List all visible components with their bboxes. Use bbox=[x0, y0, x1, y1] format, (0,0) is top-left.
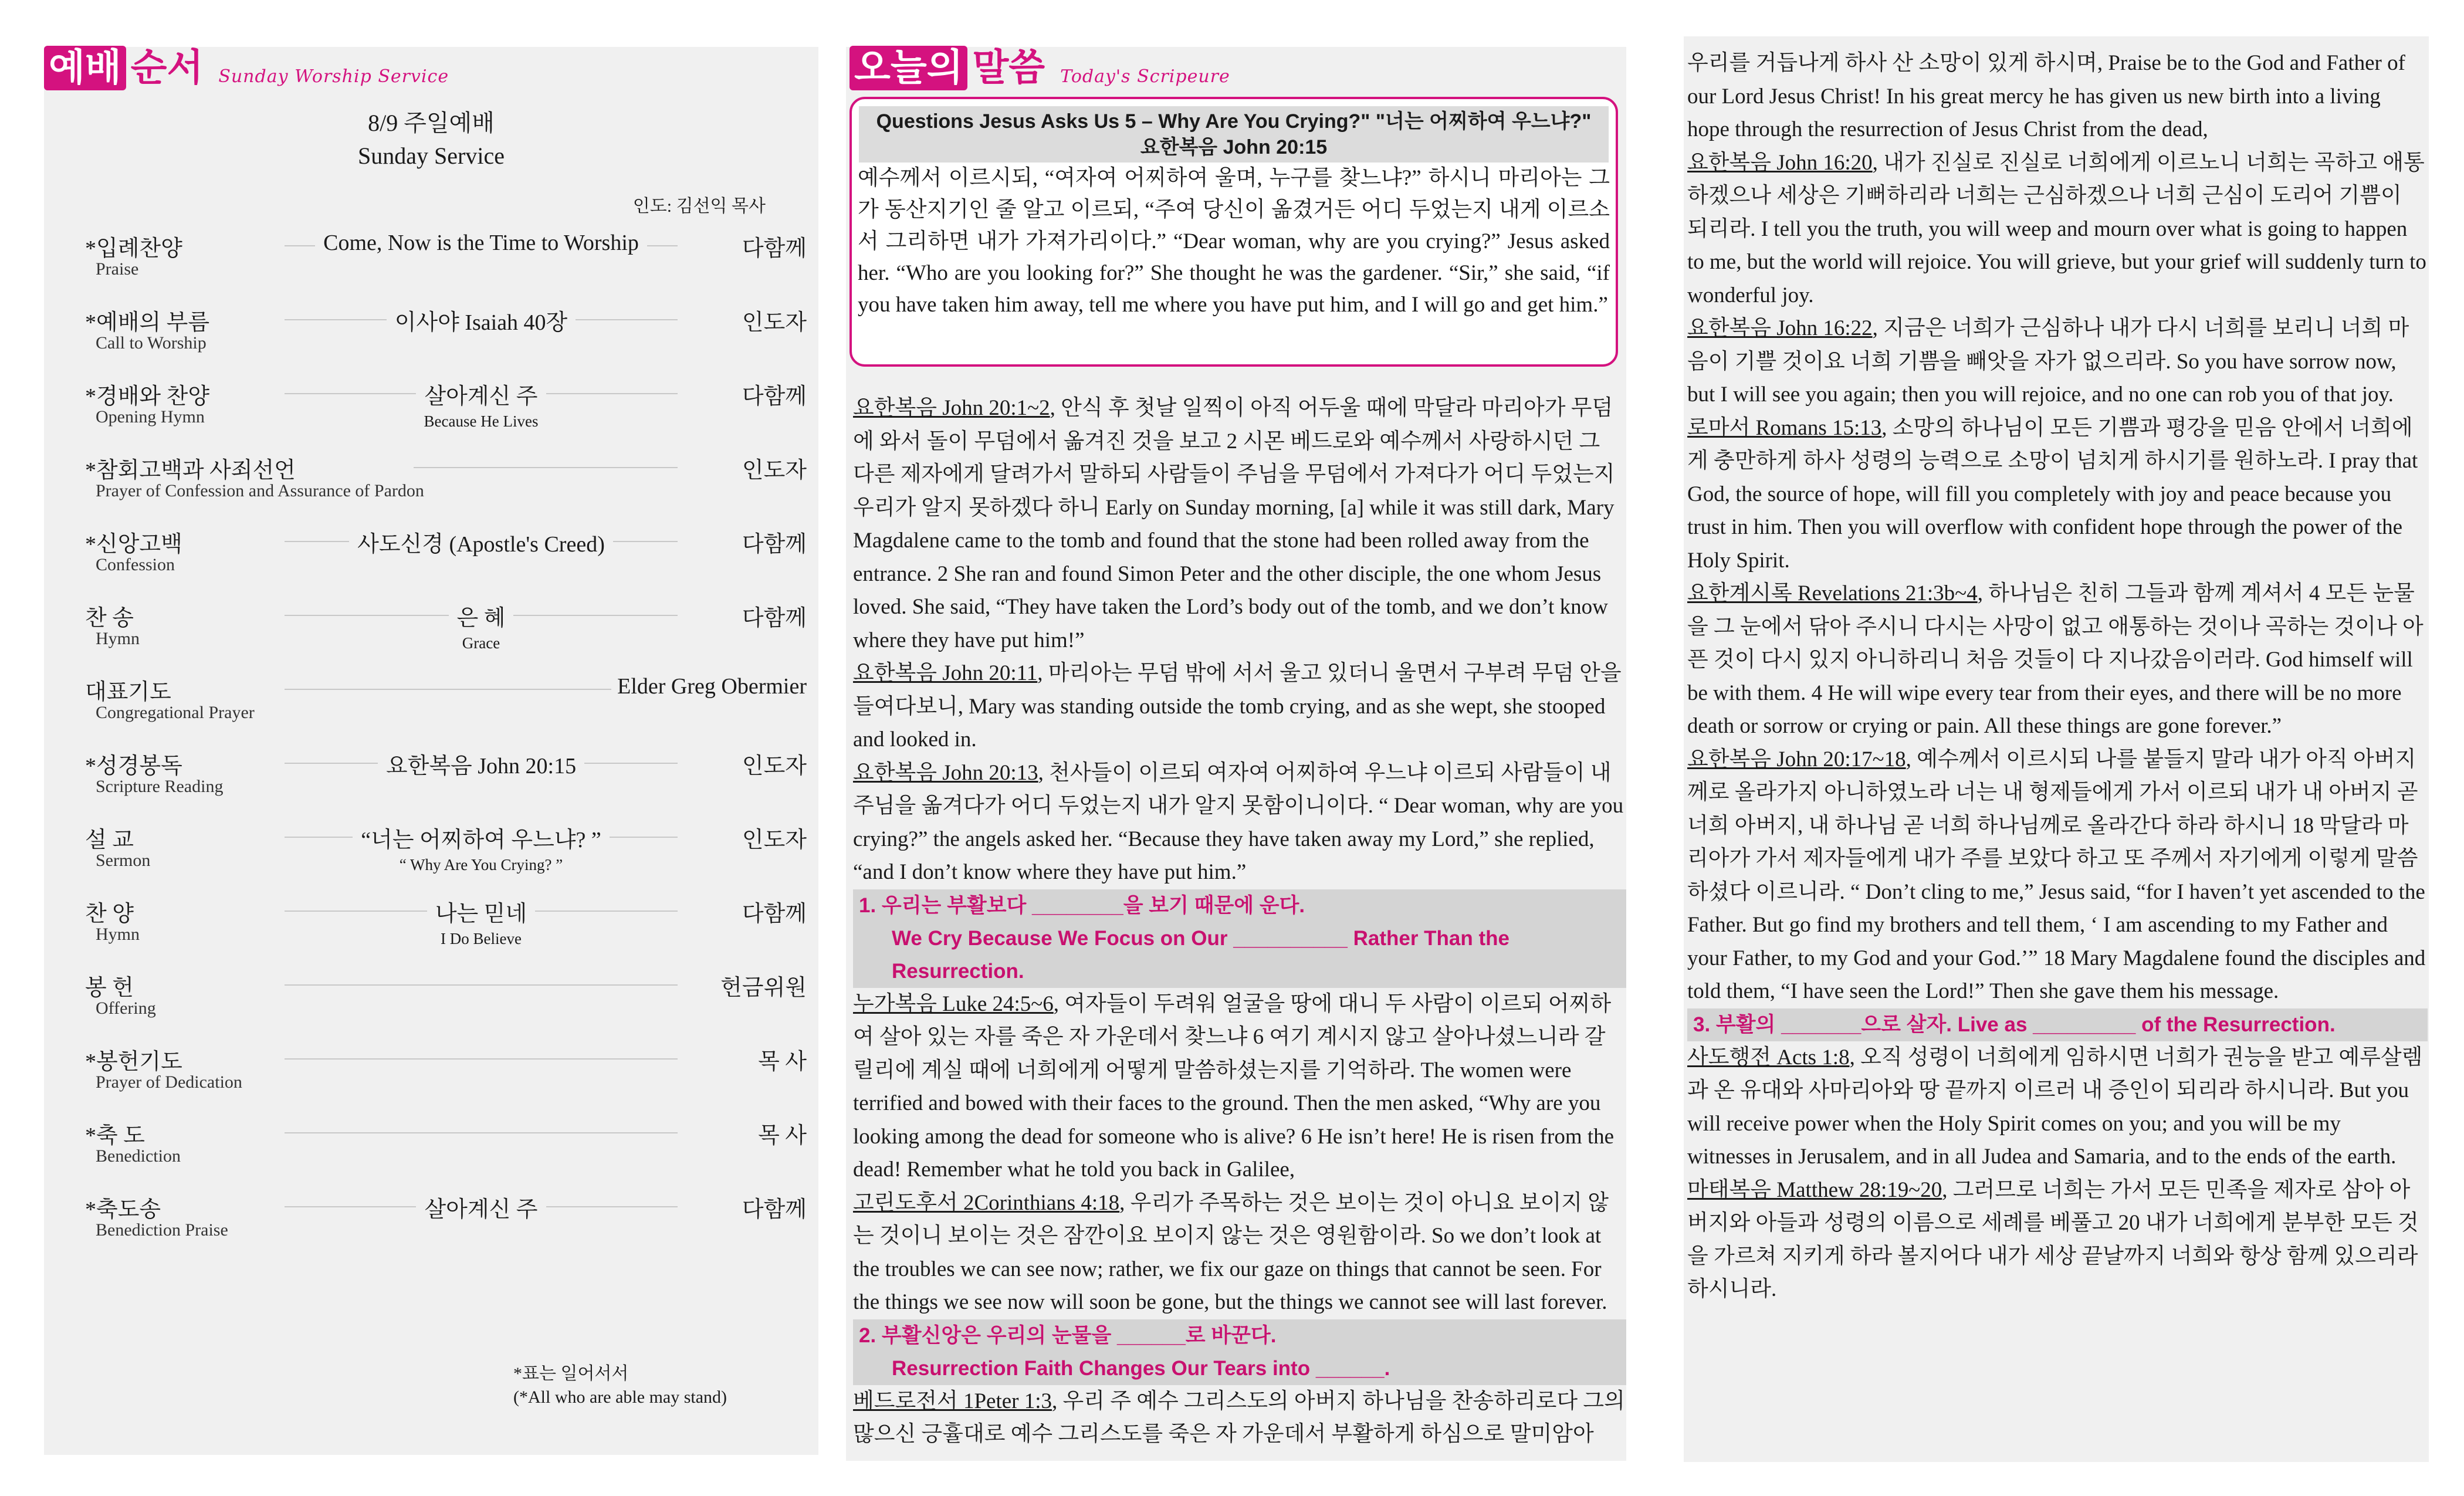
item-title-en: Prayer of Dedication bbox=[96, 1072, 242, 1092]
service-title-en: Sunday Service bbox=[358, 143, 505, 169]
item-title-ko: 찬 송 bbox=[85, 606, 134, 631]
service-item bbox=[85, 230, 807, 295]
passage-text: , 우리가 주목하는 것은 보이는 것이 아니요 보이지 않는 것이니 보이는 것은 잠깐이요 보이지 않는 것은 영원함이라. So we don’t look at the troubles we can see now; rather, we fix our gaze on things that cannot be seen. For the things we see now will soon be gone, but the things we cannot see will last forever. bbox=[853, 1190, 1609, 1314]
passage bbox=[1687, 412, 2428, 578]
standing-footnote bbox=[513, 1362, 771, 1409]
item-responsible: 인도자 bbox=[736, 821, 807, 854]
item-leader-line bbox=[285, 1058, 678, 1060]
item-title-en: Hymn bbox=[96, 925, 140, 944]
passage bbox=[853, 757, 1626, 889]
passage-text: , 우리 주 예수 그리스도의 아버지 하나님을 찬송하리로다 그의 많으신 긍휼대로 예수 그리스도를 죽은 자 가운데서 부활하게 하심으로 말미암아 bbox=[853, 1389, 1625, 1446]
verse-reference: 요한복음 John 16:22 bbox=[1687, 316, 1873, 340]
verse-reference: 마태복음 Matthew 28:19~20 bbox=[1687, 1177, 1942, 1202]
item-detail-main: 살아계신 주 bbox=[416, 1197, 546, 1222]
passage-text: , 그러므로 너희는 가서 모든 민족을 제자로 삼아 아버지와 아들과 성령의 이름으로 세례를 베풀고 20 내가 너희에게 분부한 모든 것을 가르쳐 지키게 하라 볼지어다 내가 세상 끝날까지 너희와 항상 함께 있으리라 하시니라. bbox=[1687, 1177, 2419, 1301]
service-item bbox=[85, 895, 807, 960]
passage-text: , 예수께서 이르시되 나를 붙들지 말라 내가 아직 아버지께로 올라가지 아니하였노라 너는 내 형제들에게 가서 이르되 내가 내 아버지 곧 너희 아버지, 내 하나님 곧 너희 하나님께로 올라간다 하라 하시니 18 막달라 마리아가 가서 제자들에게 내가 주를 보았다 하고 또 주께서 자기에게 이렇게 말씀하셨다 이르니라. “ Don’t cling to me,” Jesus said, “for I haven’t yet ascended to the Father. But go find my brothers and tell them, ‘ I am ascending to my Father and your Father, to my God and your God.’” 18 Mary Magdalene found the disciples and told them, “I have seen the Lord!” Then she gave them his message. bbox=[1687, 747, 2426, 1003]
verse-reference: 요한복음 John 20:11 bbox=[853, 661, 1038, 685]
item-responsible: 헌금위원 bbox=[715, 969, 807, 1001]
item-title-en: Hymn bbox=[96, 629, 140, 648]
verse-reference: 요한계시록 Revelations 21:3b~4 bbox=[1687, 581, 1978, 605]
footnote-ko: *표는 일어서서 bbox=[513, 1364, 629, 1383]
passage-text: , 천사들이 이르되 여자여 어찌하여 우느냐 이르되 사람들이 내 주님을 옮겨다가 어디 두었는지 내가 알지 못함이니이다. “ Dear woman, why are you crying?” the angels asked her. “Because they have taken away my Lord,” she replied, “and I don’t know where they have put him.” bbox=[853, 760, 1624, 884]
item-title-ko: *봉헌기도 bbox=[85, 1050, 182, 1074]
item-title-en: Benediction bbox=[96, 1146, 181, 1166]
service-title-ko: 8/9 주일예배 bbox=[368, 110, 495, 136]
item-title-en: Sermon bbox=[96, 851, 151, 870]
passage bbox=[853, 392, 1626, 657]
service-item bbox=[85, 747, 807, 812]
item-leader-line bbox=[285, 1132, 678, 1133]
passage-continued: 우리를 거듭나게 하사 산 소망이 있게 하시며, Praise be to the God and Father of our Lord Jesus Christ! In his great mercy he has given us new birth into a living hope through the resurrection of Jesus Christ from the dead, bbox=[1687, 51, 2405, 141]
item-title-ko: *예배의 부름 bbox=[85, 310, 210, 335]
item-detail-main: “너는 어찌하여 우느냐? ” bbox=[353, 828, 609, 852]
passage bbox=[1687, 743, 2428, 1008]
scripture-column-right bbox=[1687, 47, 2428, 1307]
service-item bbox=[85, 1117, 807, 1182]
item-detail bbox=[285, 821, 678, 874]
order-of-service bbox=[44, 0, 818, 1496]
item-responsible: 다함께 bbox=[736, 600, 807, 632]
item-detail bbox=[285, 747, 678, 780]
item-leader-line bbox=[414, 467, 678, 468]
item-detail-sub: Grace bbox=[462, 634, 500, 652]
verse-reference: 누가복음 Luke 24:5~6 bbox=[853, 991, 1054, 1016]
verse-reference: 요한복음 John 20:13 bbox=[853, 760, 1038, 785]
point-en: We Cry Because We Focus on Our __________ Rather Than the Resurrection. bbox=[892, 926, 1509, 983]
item-title-en: Opening Hymn bbox=[96, 407, 205, 427]
item-detail-sub: I Do Believe bbox=[441, 930, 522, 947]
sermon-point-2 bbox=[853, 1319, 1626, 1385]
item-detail-main: 이사야 Isaiah 40장 bbox=[387, 310, 576, 335]
item-responsible: 다함께 bbox=[736, 1191, 807, 1223]
item-title-en: Praise bbox=[96, 259, 139, 279]
item-responsible: 다함께 bbox=[736, 378, 807, 410]
item-detail-main: 살아계신 주 bbox=[416, 384, 546, 409]
verse-reference: 베드로전서 1Peter 1:3 bbox=[853, 1389, 1052, 1413]
key-verse-text: 예수께서 이르시되, “여자여 어찌하여 울며, 누구를 찾느냐?” 하시니 마리아는 그가 동산지기인 줄 알고 이르되, “주여 당신이 옮겼거든 어디 두었는지 내게 이르소서 그리하면 내가 가져가리이다.” “Dear woman, why are you crying?” Jesus asked her. “Who are you looking for?” She thought he was the gardener. “Sir,” she said, “if you have taken him away, tell me where you have put him, and I will go and get him.” bbox=[858, 166, 1610, 317]
service-item bbox=[85, 1191, 807, 1255]
passage-text: , 하나님은 친히 그들과 함께 계셔서 4 모든 눈물을 그 눈에서 닦아 주시니 다시는 사망이 없고 애통하는 것이나 곡하는 것이나 아픈 것이 다시 있지 아니하리니 처음 것들이 다 지나갔음이러라. God himself will be with them. 4 He will wipe every tear from their eyes, and there will be no more death or sorrow or crying or pain. All these things are gone forever.” bbox=[1687, 581, 2424, 738]
sermon-title-line1: Questions Jesus Asks Us 5 – Why Are You Crying?" "너는 어찌하여 우느냐?" bbox=[876, 110, 1592, 133]
service-item bbox=[85, 821, 807, 886]
item-responsible: Elder Greg Obermier bbox=[611, 673, 807, 699]
passage bbox=[1687, 1174, 2428, 1307]
heading-ko-part2: 말씀 bbox=[972, 46, 1045, 90]
item-responsible: 인도자 bbox=[736, 747, 807, 780]
item-leader-line bbox=[285, 689, 613, 690]
item-detail bbox=[285, 304, 678, 336]
verse-reference: 로마서 Romans 15:13 bbox=[1687, 415, 1882, 440]
item-title-en: Congregational Prayer bbox=[96, 703, 255, 722]
item-detail-main: Come, Now is the Time to Worship bbox=[315, 231, 647, 255]
item-title-ko: 봉 헌 bbox=[85, 976, 134, 1000]
heading-en: Today's Scripeure bbox=[1060, 66, 1230, 87]
service-item bbox=[85, 673, 807, 738]
service-item bbox=[85, 378, 807, 442]
item-leader-line bbox=[285, 984, 678, 986]
item-title-en: Prayer of Confession and Assurance of Pardon bbox=[96, 481, 424, 500]
verse-reference: 고린도후서 2Corinthians 4:18 bbox=[853, 1190, 1120, 1215]
service-item bbox=[85, 526, 807, 590]
item-title-en: Call to Worship bbox=[96, 333, 207, 353]
heading-en: Sunday Worship Service bbox=[218, 66, 449, 87]
passage-text: , 오직 성령이 너희에게 임하시면 너희가 권능을 받고 예루살렘과 온 유대와 사마리아와 땅 끝까지 이르러 내 증인이 되리라 하시니라. But you will receive power when the Holy Spirit comes on you; and you will be my witnesses in Jerusalem, and in all Judea and Samaria, and to the ends of the earth. bbox=[1687, 1045, 2423, 1169]
item-title-ko: *신앙고백 bbox=[85, 532, 182, 557]
item-detail-main: 요한복음 John 20:15 bbox=[378, 754, 584, 779]
passage-text: , 안식 후 첫날 일찍이 아직 어두울 때에 막달라 마리아가 무덤에 와서 돌이 무덤에서 옮겨진 것을 보고 2 시몬 베드로와 예수께서 사랑하시던 그 다른 제자에게 달려가서 말하되 사람들이 주님을 무덤에서 가져다가 어디 두었는지 우리가 알지 못하겠다 하니 Early on Sunday morning, [a] while it was still dark, Mary Magdalene came to the tomb and found that the stone had been rolled away from the entrance. 2 She ran and found Simon Peter and the other disciple, the one whom Jesus loved. She said, “They have taken the Lord’s body out of the tomb, and we don’t know where they have put him!” bbox=[853, 396, 1615, 652]
service-leader: 인도: 김선익 목사 bbox=[632, 197, 766, 216]
passage bbox=[1687, 147, 2428, 313]
sermon-point-1 bbox=[853, 889, 1626, 988]
item-title-ko: *참회고백과 사죄선언 bbox=[85, 458, 296, 483]
verse-reference: 요한복음 John 16:20 bbox=[1687, 150, 1873, 175]
verse-reference: 요한복음 John 20:17~18 bbox=[1687, 747, 1906, 771]
item-responsible: 다함께 bbox=[736, 230, 807, 262]
passage-text: , 소망의 하나님이 모든 기쁨과 평강을 믿음 안에서 너희에게 충만하게 하사 성령의 능력으로 소망이 넘치게 하시기를 원하노라. I pray that God, the source of hope, will fill you completely with joy and peace because you trust in him. Then you will overflow with confident hope through the power of the Holy Spirit. bbox=[1687, 415, 2418, 573]
passage bbox=[1687, 577, 2428, 743]
heading-ko-part2: 순서 bbox=[130, 46, 204, 90]
item-title-en: Offering bbox=[96, 999, 156, 1018]
passage bbox=[853, 657, 1626, 757]
item-title-ko: *축 도 bbox=[85, 1123, 145, 1148]
item-responsible: 인도자 bbox=[736, 452, 807, 484]
service-item bbox=[85, 1043, 807, 1108]
item-responsible: 목 사 bbox=[752, 1043, 807, 1075]
passage-text: , 내가 진실로 진실로 너희에게 이르노니 너희는 곡하고 애통하겠으나 세상은 기뻐하리라 너희는 근심하겠으나 너희 근심이 도리어 기쁨이 되리라. I tell you the truth, you will weep and mourn over what is going to happen to me, but the world will rejoice. You will grieve, but your grief will suddenly turn to wonderful joy. bbox=[1687, 150, 2426, 307]
item-title-ko: 설 교 bbox=[85, 828, 134, 852]
passage bbox=[1687, 312, 2428, 412]
passage bbox=[853, 1187, 1626, 1319]
item-detail bbox=[285, 526, 678, 558]
item-responsible: 목 사 bbox=[752, 1117, 807, 1149]
item-detail bbox=[285, 1191, 678, 1223]
sermon-title-line2: 요한복음 John 20:15 bbox=[1140, 136, 1328, 158]
key-verse-box bbox=[849, 97, 1618, 367]
point-ko: 1. 우리는 부활보다 ________을 보기 때문에 운다. bbox=[859, 893, 1305, 917]
item-title-ko: 대표기도 bbox=[85, 680, 171, 705]
sermon-point-3: 3. 부활의 _______으로 살자. Live as _________ of the Resurrection. bbox=[1687, 1008, 2428, 1041]
passage-text: , 여자들이 두려워 얼굴을 땅에 대니 두 사람이 이르되 어찌하여 살아 있는 자를 죽은 자 가운데서 찾느냐 6 여기 계시지 않고 살아나셨느니라 갈릴리에 계실 때에 너희에게 어떻게 말씀하셨는지를 기억하라. The women were terrified and bowed with their faces to the ground. Then the men asked, “Why are you looking among the dead for someone who is alive? 6 He isn’t here! He is risen from the dead! Remember what he told you back in Galilee, bbox=[853, 991, 1615, 1182]
heading-ko-part1: 예배 bbox=[44, 46, 126, 90]
item-detail bbox=[285, 600, 678, 652]
item-title-ko: 찬 양 bbox=[85, 902, 134, 926]
item-title-en: Benediction Praise bbox=[96, 1220, 228, 1240]
item-detail bbox=[285, 378, 678, 431]
service-item bbox=[85, 600, 807, 664]
todays-scripture-heading bbox=[849, 46, 1230, 90]
item-title-ko: *경배와 찬양 bbox=[85, 384, 210, 409]
item-detail-main: 사도신경 (Apostle's Creed) bbox=[349, 532, 613, 557]
passage-text: , 마리아는 무덤 밖에 서서 울고 있더니 울면서 구부려 무덤 안을 들여다보니, Mary was standing outside the tomb crying, and as she wept, she stooped and looked in. bbox=[853, 661, 1622, 752]
item-title-ko: *성경봉독 bbox=[85, 754, 182, 779]
item-title-ko: *입례찬양 bbox=[85, 236, 182, 261]
heading-ko-part1: 오늘의 bbox=[849, 46, 967, 90]
item-detail-sub: Because He Lives bbox=[424, 412, 539, 430]
item-detail-main: 나는 믿네 bbox=[427, 902, 535, 926]
point-ko: 2. 부활신앙은 우리의 눈물을 ______로 바꾼다. bbox=[859, 1324, 1277, 1347]
service-item bbox=[85, 304, 807, 368]
item-title-en: Scripture Reading bbox=[96, 777, 224, 796]
item-detail-main: 은 혜 bbox=[449, 606, 514, 631]
passage bbox=[853, 1385, 1626, 1451]
passage bbox=[853, 988, 1626, 1187]
scripture-column-middle bbox=[853, 392, 1626, 1451]
passage bbox=[1687, 1041, 2428, 1174]
item-responsible: 다함께 bbox=[736, 895, 807, 928]
footnote-en: (*All who are able may stand) bbox=[513, 1387, 727, 1407]
item-responsible: 인도자 bbox=[736, 304, 807, 336]
service-item bbox=[85, 969, 807, 1034]
service-item bbox=[85, 452, 807, 516]
point-en: Resurrection Faith Changes Our Tears into ______. bbox=[892, 1356, 1390, 1380]
passage-text: , 지금은 너희가 근심하나 내가 다시 너희를 보리니 너희 마음이 기쁠 것이요 너희 기쁨을 빼앗을 자가 없으리라. So you have sorrow now, but I will see you again; then you will rejoice, and no one can rob you of that joy. bbox=[1687, 316, 2409, 407]
item-title-en: Confession bbox=[96, 555, 175, 574]
item-detail-sub: “ Why Are You Crying? ” bbox=[399, 856, 563, 874]
item-responsible: 다함께 bbox=[736, 526, 807, 558]
verse-reference: 요한복음 John 20:1~2 bbox=[853, 396, 1050, 420]
item-title-ko: *축도송 bbox=[85, 1197, 161, 1222]
sermon-title-bar bbox=[859, 106, 1609, 163]
item-detail bbox=[285, 230, 678, 256]
item-detail bbox=[285, 895, 678, 948]
verse-reference: 사도행전 Acts 1:8 bbox=[1687, 1045, 1850, 1069]
